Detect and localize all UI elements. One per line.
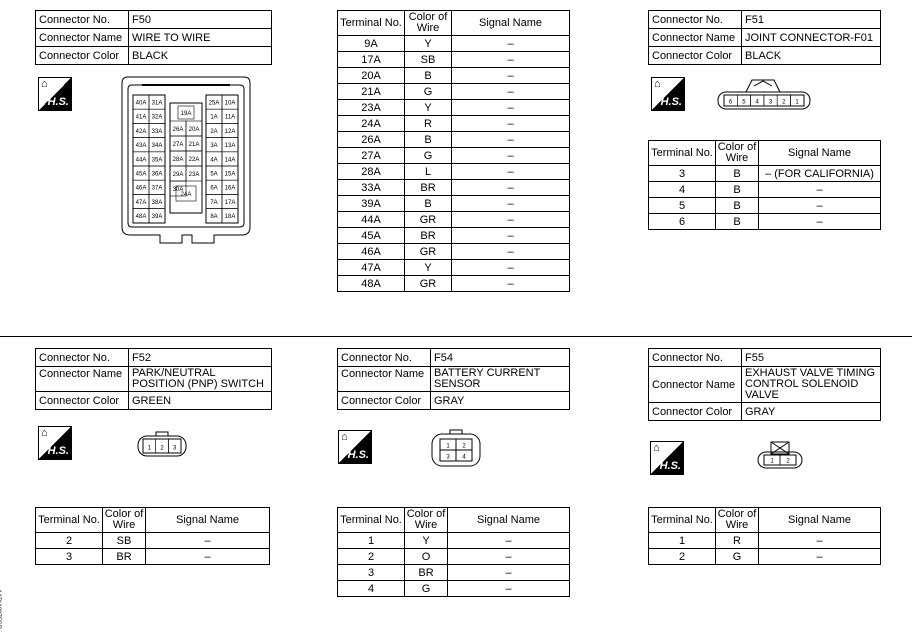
color-cell: R <box>716 533 759 549</box>
f51-connector-name-label: Connector Name <box>649 29 742 47</box>
pin-label: 29A <box>172 172 184 178</box>
table-row <box>649 198 881 214</box>
f51-connector-color: BLACK <box>742 47 881 65</box>
signal-cell: – <box>452 52 570 68</box>
f55-th-color: Color of Wire <box>716 508 759 533</box>
pin-label: 2 <box>782 99 786 106</box>
signal-cell: – <box>452 100 570 116</box>
pin-label: 26A <box>172 127 184 133</box>
f51-connector-color-label: Connector Color <box>649 47 742 65</box>
pin-label: 42A <box>135 128 147 135</box>
pin-label: 27A <box>172 142 184 148</box>
pin-label: 4 <box>755 99 759 106</box>
f54-terminal-table <box>337 507 570 597</box>
pin-label: 20A <box>188 127 200 133</box>
signal-cell: – <box>448 549 570 565</box>
color-cell: B <box>716 182 759 198</box>
signal-cell: – <box>452 228 570 244</box>
color-cell: GR <box>405 244 452 260</box>
f50-connector-color-label: Connector Color <box>36 47 129 65</box>
color-cell: B <box>405 196 452 212</box>
table-row <box>338 533 570 549</box>
f54-connector-name-label: Connector Name <box>338 367 431 392</box>
color-cell: G <box>716 549 759 565</box>
f54-connector-name: BATTERY CURRENT SENSOR <box>431 367 570 392</box>
f55-terminal-table <box>648 507 881 565</box>
f55-connector-color-label: Connector Color <box>649 403 742 421</box>
pin-label: 3 <box>768 99 773 106</box>
pin-label: 48A <box>135 214 147 221</box>
color-cell: GR <box>405 212 452 228</box>
signal-cell: – (FOR CALIFORNIA) <box>759 166 881 182</box>
terminal-cell: 1 <box>338 533 405 549</box>
terminal-cell: 21A <box>338 84 405 100</box>
f54-connector-color-label: Connector Color <box>338 392 431 410</box>
color-cell: B <box>405 68 452 84</box>
color-cell: B <box>716 198 759 214</box>
f52-connector-color-label: Connector Color <box>36 392 129 410</box>
f50-connector-color: BLACK <box>129 47 272 65</box>
f55-th-terminal: Terminal No. <box>649 508 716 533</box>
pin-label: 1 <box>446 443 450 450</box>
color-cell: B <box>716 166 759 182</box>
f52-hs-icon: ⌂ H.S. <box>38 426 72 460</box>
table-row <box>338 228 570 244</box>
terminal-cell: 6 <box>649 214 716 230</box>
pin-label: 28A <box>172 157 184 163</box>
f54-connector-no-label: Connector No. <box>338 349 431 367</box>
table-row <box>338 180 570 196</box>
signal-cell: – <box>452 260 570 276</box>
signal-cell: – <box>452 164 570 180</box>
pin-label: 33A <box>151 128 163 135</box>
signal-cell: – <box>452 36 570 52</box>
terminal-cell: 48A <box>338 276 405 292</box>
signal-cell: – <box>759 549 881 565</box>
table-row <box>338 84 570 100</box>
pin-label: 3A <box>210 143 218 150</box>
terminal-cell: 47A <box>338 260 405 276</box>
f55-connector-diagram <box>756 440 804 470</box>
color-cell: O <box>405 549 448 565</box>
table-row <box>338 196 570 212</box>
terminal-cell: 33A <box>338 180 405 196</box>
table-row <box>338 148 570 164</box>
f54-th-terminal: Terminal No. <box>338 508 405 533</box>
pin-label: 32A <box>151 114 163 121</box>
f52-connector-diagram <box>136 430 188 458</box>
table-row <box>649 214 881 230</box>
f55-connector-name: EXHAUST VALVE TIMING CONTROL SOLENOID VALVE <box>742 367 881 403</box>
terminal-cell: 24A <box>338 116 405 132</box>
terminal-cell: 5 <box>649 198 716 214</box>
terminal-cell: 2 <box>649 549 716 565</box>
signal-cell: – <box>452 132 570 148</box>
f54-hs-icon: ⌂ H.S. <box>338 430 372 464</box>
f51-connector-no: F51 <box>742 11 881 29</box>
f55-connector-no-label: Connector No. <box>649 349 742 367</box>
f55-hs-icon: ⌂ H.S. <box>650 441 684 475</box>
color-cell: BR <box>103 549 146 565</box>
color-cell: G <box>405 148 452 164</box>
f50-connector-diagram <box>120 75 252 247</box>
pin-label: 2A <box>210 128 218 135</box>
color-cell: GR <box>405 276 452 292</box>
terminal-cell: 4 <box>338 581 405 597</box>
pin-label: 44A <box>135 157 147 164</box>
f51-connector-name: JOINT CONNECTOR-F01 <box>742 29 881 47</box>
pin-label: 16A <box>224 185 236 192</box>
f51-th-terminal: Terminal No. <box>649 141 716 166</box>
table-row <box>338 260 570 276</box>
signal-cell: – <box>759 182 881 198</box>
pin-label: 41A <box>135 114 147 121</box>
f52-th-terminal: Terminal No. <box>36 508 103 533</box>
terminal-cell: 44A <box>338 212 405 228</box>
f50-th-color: Color of Wire <box>405 11 452 36</box>
pin-label: 1A <box>210 114 218 121</box>
f52-th-signal: Signal Name <box>146 508 270 533</box>
f52-connector-no-label: Connector No. <box>36 349 129 367</box>
pin-label: 5 <box>742 99 746 106</box>
signal-cell: – <box>452 276 570 292</box>
signal-cell: – <box>452 148 570 164</box>
pin-label: 39A <box>151 214 163 221</box>
f50-th-terminal: Terminal No. <box>338 11 405 36</box>
color-cell: G <box>405 84 452 100</box>
pin-label: 25A <box>208 100 220 107</box>
table-row <box>338 244 570 260</box>
f51-connector-no-label: Connector No. <box>649 11 742 29</box>
signal-cell: – <box>448 581 570 597</box>
pin-label: 1 <box>795 99 799 106</box>
table-row <box>338 581 570 597</box>
f54-info-table <box>337 348 570 410</box>
pin-label: 3 <box>446 454 450 461</box>
pin-label: 23A <box>188 172 200 178</box>
color-cell: Y <box>405 260 452 276</box>
f55-th-signal: Signal Name <box>759 508 881 533</box>
pin-label: 13A <box>224 143 236 150</box>
signal-cell: – <box>759 533 881 549</box>
table-row <box>338 276 570 292</box>
terminal-cell: 28A <box>338 164 405 180</box>
terminal-cell: 9A <box>338 36 405 52</box>
color-cell: Y <box>405 100 452 116</box>
signal-cell: – <box>452 68 570 84</box>
f50-info-table <box>35 10 272 65</box>
signal-cell: – <box>452 180 570 196</box>
f52-terminal-table <box>35 507 270 565</box>
signal-cell: – <box>448 565 570 581</box>
pin-label: 2 <box>160 445 164 452</box>
color-cell: R <box>405 116 452 132</box>
f54-connector-color: GRAY <box>431 392 570 410</box>
pin-label: 1 <box>770 458 774 465</box>
terminal-cell: 4 <box>649 182 716 198</box>
terminal-cell: 3 <box>649 166 716 182</box>
pin-label: 21A <box>188 142 200 148</box>
color-cell: B <box>716 214 759 230</box>
pin-label: 37A <box>151 185 163 192</box>
pin-label: 5A <box>210 171 218 178</box>
terminal-cell: 39A <box>338 196 405 212</box>
pin-label: 36A <box>151 171 163 178</box>
signal-cell: – <box>759 214 881 230</box>
f54-connector-no: F54 <box>431 349 570 367</box>
color-cell: BR <box>405 228 452 244</box>
signal-cell: – <box>146 533 270 549</box>
f55-info-table <box>648 348 881 421</box>
table-row <box>338 565 570 581</box>
table-row <box>338 549 570 565</box>
pin-label: 47A <box>135 199 147 206</box>
terminal-cell: 20A <box>338 68 405 84</box>
signal-cell: – <box>452 244 570 260</box>
terminal-cell: 3 <box>338 565 405 581</box>
table-row <box>338 68 570 84</box>
f51-th-signal: Signal Name <box>759 141 881 166</box>
f50-connector-no-label: Connector No. <box>36 11 129 29</box>
pin-label: 8A <box>210 214 218 221</box>
signal-cell: – <box>452 196 570 212</box>
table-row <box>649 182 881 198</box>
table-row <box>649 166 881 182</box>
pin-label: 22A <box>188 157 200 163</box>
color-cell: BR <box>405 565 448 581</box>
table-row <box>649 533 881 549</box>
f52-connector-no: F52 <box>129 349 272 367</box>
terminal-cell: 27A <box>338 148 405 164</box>
f54-th-color: Color of Wire <box>405 508 448 533</box>
pin-label: 12A <box>224 128 236 135</box>
pin-label: 1 <box>147 445 151 452</box>
pin-label: 19A <box>180 111 192 117</box>
section-divider <box>0 336 912 337</box>
pin-label: 38A <box>151 199 163 206</box>
color-cell: SB <box>405 52 452 68</box>
pin-label: 2 <box>462 443 466 450</box>
pin-label: 11A <box>224 114 236 121</box>
color-cell: BR <box>405 180 452 196</box>
pin-label: 46A <box>135 185 147 192</box>
f50-hs-icon: ⌂ H.S. <box>38 77 72 111</box>
f50-connector-name: WIRE TO WIRE <box>129 29 272 47</box>
color-cell: B <box>405 132 452 148</box>
pin-label: 4A <box>210 157 218 164</box>
f55-connector-no: F55 <box>742 349 881 367</box>
pin-label: 45A <box>135 171 147 178</box>
signal-cell: – <box>452 84 570 100</box>
f50-th-signal: Signal Name <box>452 11 570 36</box>
table-row <box>338 52 570 68</box>
terminal-cell: 3 <box>36 549 103 565</box>
f51-hs-icon: ⌂ H.S. <box>651 77 685 111</box>
pin-label: 24A <box>180 192 192 198</box>
pin-label: 10A <box>224 100 236 107</box>
f51-th-color: Color of Wire <box>716 141 759 166</box>
terminal-cell: 1 <box>649 533 716 549</box>
f52-th-color: Color of Wire <box>103 508 146 533</box>
pin-label: 17A <box>224 199 236 206</box>
color-cell: G <box>405 581 448 597</box>
terminal-cell: 17A <box>338 52 405 68</box>
signal-cell: – <box>448 533 570 549</box>
f55-connector-color: GRAY <box>742 403 881 421</box>
terminal-cell: 26A <box>338 132 405 148</box>
f54-connector-diagram <box>430 428 482 468</box>
table-row <box>36 533 270 549</box>
f50-connector-no: F50 <box>129 11 272 29</box>
pin-label: 7A <box>210 199 218 206</box>
pin-label: 31A <box>151 100 163 107</box>
table-row <box>338 100 570 116</box>
f52-connector-color: GREEN <box>129 392 272 410</box>
table-row <box>649 549 881 565</box>
pin-label: 4 <box>462 454 466 461</box>
terminal-cell: 45A <box>338 228 405 244</box>
signal-cell: – <box>146 549 270 565</box>
pin-label: 35A <box>151 157 163 164</box>
table-row <box>338 212 570 228</box>
f52-connector-name-label: Connector Name <box>36 367 129 392</box>
pin-label: 15A <box>224 171 236 178</box>
color-cell: Y <box>405 36 452 52</box>
signal-cell: – <box>452 212 570 228</box>
f51-terminal-table <box>648 140 881 230</box>
color-cell: SB <box>103 533 146 549</box>
f52-connector-name: PARK/NEUTRAL POSITION (PNP) SWITCH <box>129 367 272 392</box>
terminal-cell: 2 <box>36 533 103 549</box>
pin-label: 2 <box>786 458 790 465</box>
f50-terminal-table <box>337 10 570 292</box>
table-row <box>36 549 270 565</box>
terminal-cell: 46A <box>338 244 405 260</box>
table-row <box>338 36 570 52</box>
signal-cell: – <box>452 116 570 132</box>
table-row <box>338 132 570 148</box>
pin-label: 14A <box>224 157 236 164</box>
pin-label: 34A <box>151 143 163 150</box>
terminal-cell: 2 <box>338 549 405 565</box>
f51-info-table <box>648 10 881 65</box>
pin-label: 30A <box>172 187 184 193</box>
pin-label: 6 <box>728 99 733 106</box>
color-cell: L <box>405 164 452 180</box>
pin-label: 18A <box>224 214 236 221</box>
f51-connector-diagram <box>716 78 812 112</box>
f54-th-signal: Signal Name <box>448 508 570 533</box>
pin-label: 6A <box>210 185 218 192</box>
f50-connector-name-label: Connector Name <box>36 29 129 47</box>
pin-label: 43A <box>135 143 147 150</box>
pin-label: 40A <box>135 100 147 107</box>
terminal-cell: 23A <box>338 100 405 116</box>
color-cell: Y <box>405 533 448 549</box>
table-row <box>338 116 570 132</box>
table-row <box>338 164 570 180</box>
signal-cell: – <box>759 198 881 214</box>
f52-info-table <box>35 348 272 410</box>
f55-connector-name-label: Connector Name <box>649 367 742 403</box>
figure-id <box>0 589 1 629</box>
pin-label: 3 <box>173 445 177 452</box>
